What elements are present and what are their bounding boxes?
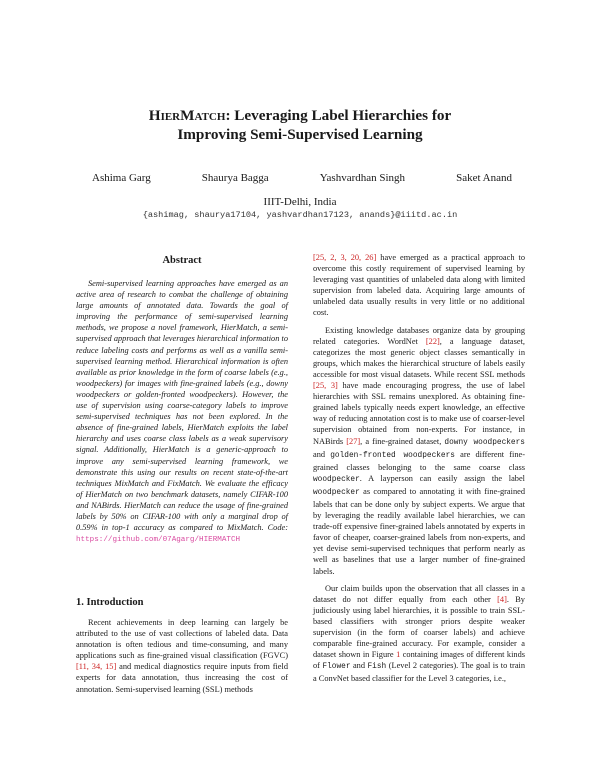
class-name: woodpecker xyxy=(313,475,360,484)
abstract-body xyxy=(76,278,288,552)
method-name: HierMatch xyxy=(148,107,226,124)
author-list xyxy=(92,172,512,184)
abstract-heading: Abstract xyxy=(162,255,202,266)
author: Yashvardhan Singh xyxy=(319,172,406,184)
class-name: Fish xyxy=(367,663,387,672)
citation-link[interactable]: [22] xyxy=(425,336,440,346)
citation-link[interactable]: [25, 3] xyxy=(313,381,338,391)
title-line-1: HierMatch: Leveraging Label Hierarchies for xyxy=(148,107,452,124)
right-column xyxy=(313,252,525,690)
author: Shaurya Bagga xyxy=(201,172,269,184)
author: Ashima Garg xyxy=(92,172,151,184)
body-paragraph: [25, 2, 3, 20, 26] have emerged as a practical approach to overcome this costly requirement of supervised learning by leveraging vast quantities of unlabeled data along with limited supervision from labeled data. Acquiring large amounts of unlabeled data usually results in very little or no additional cost. xyxy=(313,253,525,318)
paper-title xyxy=(0,106,600,144)
class-name: woodpecker xyxy=(313,488,360,497)
author-emails: {ashimag, shaurya17104, yashvardhan17123, anands}@iiitd.ac.in xyxy=(142,210,458,220)
class-name: golden-fronted woodpeckers xyxy=(330,451,455,460)
class-name: downy woodpeckers xyxy=(444,438,525,447)
body-paragraph: Recent achievements in deep learning can largely be attributed to the use of vast collections of labeled data. Data annotation is often tedious and time-consuming, and many applications such as fine-grained visual classification (FGVC) [11, 34, 15] and medical diagnostics require inputs from field experts for data annotation, thus increasing the cost of annotation. Semi-supervised learning (SSL) methods xyxy=(76,618,288,694)
figure-link[interactable]: 1 xyxy=(396,650,401,660)
citation-link[interactable]: [4] xyxy=(497,594,507,604)
abstract-paragraph: Semi-supervised learning approaches have emerged as an active area of research to combat the challenge of obtaining large amounts of annotated data. Towards the goal of improving the performance of semi-supervised learning methods, we propose a novel framework, HierMatch, a semi-supervised approach that leverages hierarchical information to reduce labeling costs and performs as well as a vanilla semi-supervised learning method. Hierarchical information is often available as prior knowledge in the form of coarse labels (e.g., woodpeckers) for images with fine-grained labels (e.g., downy woodpeckers or golden-fronted woodpeckers). However, the use of supervision using coarse-category labels to improve semi-supervised techniques has not been explored. In the absence of fine-grained labels, HierMatch exploits the label hierarchy and uses coarse class labels as a weak supervisory signal. Additionally, HierMatch is a generic-approach to improve any semi-supervised learning framework, we demonstrate this using our results on recent state-of-the-art techniques MixMatch and FixMatch. We evaluate the efficacy of HierMatch on two benchmark datasets, namely CIFAR-100 and NABirds. HierMatch can reduce the usage of fine-grained labels by 50% on CIFAR-100 with only a marginal drop of 0.59% in top-1 accuracy as compared to MixMatch. Code: https://github.com/07Agarg/HIERMATCH xyxy=(76,279,288,545)
introduction-left-column xyxy=(76,617,288,701)
code-link[interactable]: https://github.com/07Agarg/HIERMATCH xyxy=(76,536,241,545)
citation-link[interactable]: [27] xyxy=(346,436,361,446)
author: Saket Anand xyxy=(456,172,512,184)
title-line-2: Improving Semi-Supervised Learning xyxy=(177,126,423,143)
class-name: Flower xyxy=(322,663,351,672)
body-paragraph: Our claim builds upon the observation that all classes in a dataset do not differ equally from each other [4]. By judiciously using label hierarchies, it is possible to train SSL-based classifiers with stronger priors despite weaker supervision (in the form of coarser labels) and achieve comparable fine-grained accuracy. For example, consider a dataset shown in Figure 1 containing images of different kinds of Flower and Fish (Level 2 categories). The goal is to train a ConvNet based classifier for the Level 3 categories, i.e., xyxy=(313,583,526,684)
section-heading-introduction: 1. Introduction xyxy=(76,597,144,608)
citation-link[interactable]: [11, 34, 15] xyxy=(76,662,117,672)
affiliation: IIIT-Delhi, India xyxy=(263,196,337,208)
citation-link[interactable]: [25, 2, 3, 20, 26] xyxy=(313,253,377,262)
body-paragraph: Existing knowledge databases organize data by grouping related categories. WordNet [22], a language dataset, categorizes the most generic object classes semantically in groups, which makes the hierarchical structure of labels easily accessible for most visual datasets. While recent SSL methods [25, 3] have made encouraging progress, the use of label hierarchies with SSL remains unexplored. As obtaining fine-grained labels typically needs expert knowledge, an effective way of reducing annotation cost is to make use of coarser-level supervision obtained from non-experts. For instance, in NABirds [27], a fine-grained dataset, downy woodpeckers and golden-fronted woodpeckers are different fine-grained classes belonging to the same coarse class woodpecker. A layperson can easily assign the label woodpecker as compared to annotating it with fine-grained labels that can be done only by subject experts. We argue that by leveraging the readily available label hierarchies, we can trade-off expensive finer-grained labels annotated by experts in favor of cheaper, coarser-grained labels from non-experts, and yet devise semi-supervised techniques that perform nearly as well as baselines that use a larger number of fine-grained labels. xyxy=(313,325,526,576)
